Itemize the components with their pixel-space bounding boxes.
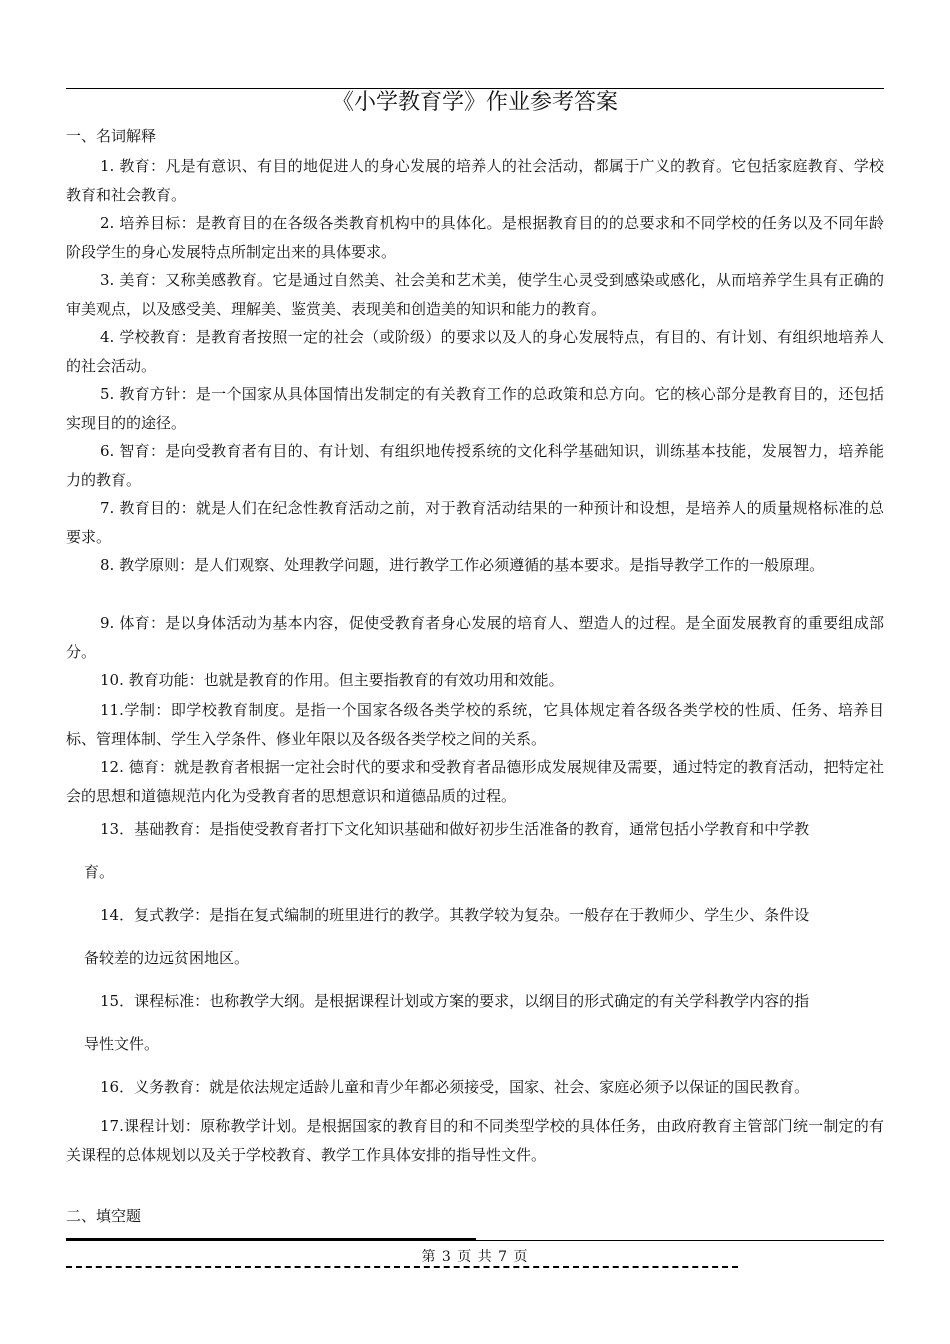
term-entry-1: 1. 教育：凡是有意识、有目的地促进人的身心发展的培养人的社会活动，都属于广义的教育。它包括家庭教育、学校教育和社会教育。 bbox=[66, 157, 884, 204]
term-entry-9: 9. 体育：是以身体活动为基本内容，促使受教育者身心发展的培育人、塑造人的过程。是全面发展教育的重要组成部分。 bbox=[66, 614, 884, 661]
term-entry-16-line1: 16．义务教育：就是依法规定适龄儿童和青少年都必须接受，国家、社会、家庭必须予以保证的国民教育。 bbox=[100, 1078, 810, 1096]
term-entry-17: 17.课程计划：原称教学计划。是根据国家的教育目的和不同类型学校的具体任务，由政府教育主管部门统一制定的有关课程的总体规划以及关于学校教育、教学工作具体安排的指导性文件。 bbox=[66, 1117, 884, 1164]
section-heading-terms: 一、名词解释 bbox=[66, 127, 157, 145]
term-entry-15-line2: 导性文件。 bbox=[84, 1035, 160, 1053]
section-heading-fill-blank: 二、填空题 bbox=[66, 1207, 142, 1225]
term-entry-14-line2: 备较差的边远贫困地区。 bbox=[84, 949, 250, 967]
term-entry-15-line1: 15．课程标准：也称教学大纲。是根据课程计划或方案的要求，以纲目的形式确定的有关学科教学内容的指 bbox=[100, 992, 810, 1010]
term-entry-14-line1: 14．复式教学：是指在复式编制的班里进行的教学。其教学较为复杂。一般存在于教师少、学生少、条件设 bbox=[100, 906, 810, 924]
term-entry-10: 10. 教育功能：也就是教育的作用。但主要指教育的有效功用和效能。 bbox=[100, 671, 564, 689]
footer-rule bbox=[66, 1240, 884, 1241]
term-entry-3: 3. 美育：又称美感教育。它是通过自然美、社会美和艺术美，使学生心灵受到感染或感化，从而培养学生具有正确的审美观点，以及感受美、理解美、鉴赏美、表现美和创造美的知识和能力的教育。 bbox=[66, 271, 884, 318]
term-entry-13 bbox=[66, 808, 884, 894]
page-number: 第 3 页 共 7 页 bbox=[421, 1249, 529, 1265]
term-entry-12: 12. 德育：就是教育者根据一定社会时代的要求和受教育者品德形成发展规律及需要，通过特定的教育活动，把特定社会的思想和道德规范内化为受教育者的思想意识和道德品质的过程。 bbox=[66, 758, 884, 805]
term-entry-16 bbox=[66, 1066, 884, 1109]
term-entry-4: 4. 学校教育：是教育者按照一定的社会（或阶级）的要求以及人的身心发展特点，有目的、有计划、有组织地培养人的社会活动。 bbox=[66, 328, 884, 375]
term-entry-13-line2: 育。 bbox=[84, 863, 115, 881]
term-entry-11: 11.学制：即学校教育制度。是指一个国家各级各类学校的系统，它具体规定着各级各类学校的性质、任务、培养目标、管理体制、学生入学条件、修业年限以及各级各类学校之间的关系。 bbox=[66, 701, 884, 748]
dashed-cut-line bbox=[66, 1266, 738, 1268]
term-entry-2: 2. 培养目标：是教育目的在各级各类教育机构中的具体化。是根据教育目的的总要求和不同学校的任务以及不同年龄阶段学生的身心发展特点所制定出来的具体要求。 bbox=[66, 214, 884, 261]
term-entry-13-line1: 13．基础教育：是指使受教育者打下文化知识基础和做好初步生活准备的教育，通常包括小学教育和中学教 bbox=[100, 820, 810, 838]
term-entry-14 bbox=[66, 894, 884, 980]
term-entry-5: 5. 教育方针：是一个国家从具体国情出发制定的有关教育工作的总政策和总方向。它的核心部分是教育目的，还包括实现目的的途径。 bbox=[66, 385, 884, 432]
term-entry-8: 8. 教学原则：是人们观察、处理教学问题，进行教学工作必须遵循的基本要求。是指导教学工作的一般原理。 bbox=[100, 556, 825, 574]
page-title: 《小学教育学》作业参考答案 bbox=[331, 90, 618, 115]
term-entry-7: 7. 教育目的：就是人们在纪念性教育活动之前，对于教育活动结果的一种预计和设想，是培养人的质量规格标准的总要求。 bbox=[66, 499, 884, 546]
term-entry-15 bbox=[66, 980, 884, 1066]
term-entry-6: 6. 智育：是向受教育者有目的、有计划、有组织地传授系统的文化科学基础知识，训练基本技能，发展智力，培养能力的教育。 bbox=[66, 442, 884, 489]
